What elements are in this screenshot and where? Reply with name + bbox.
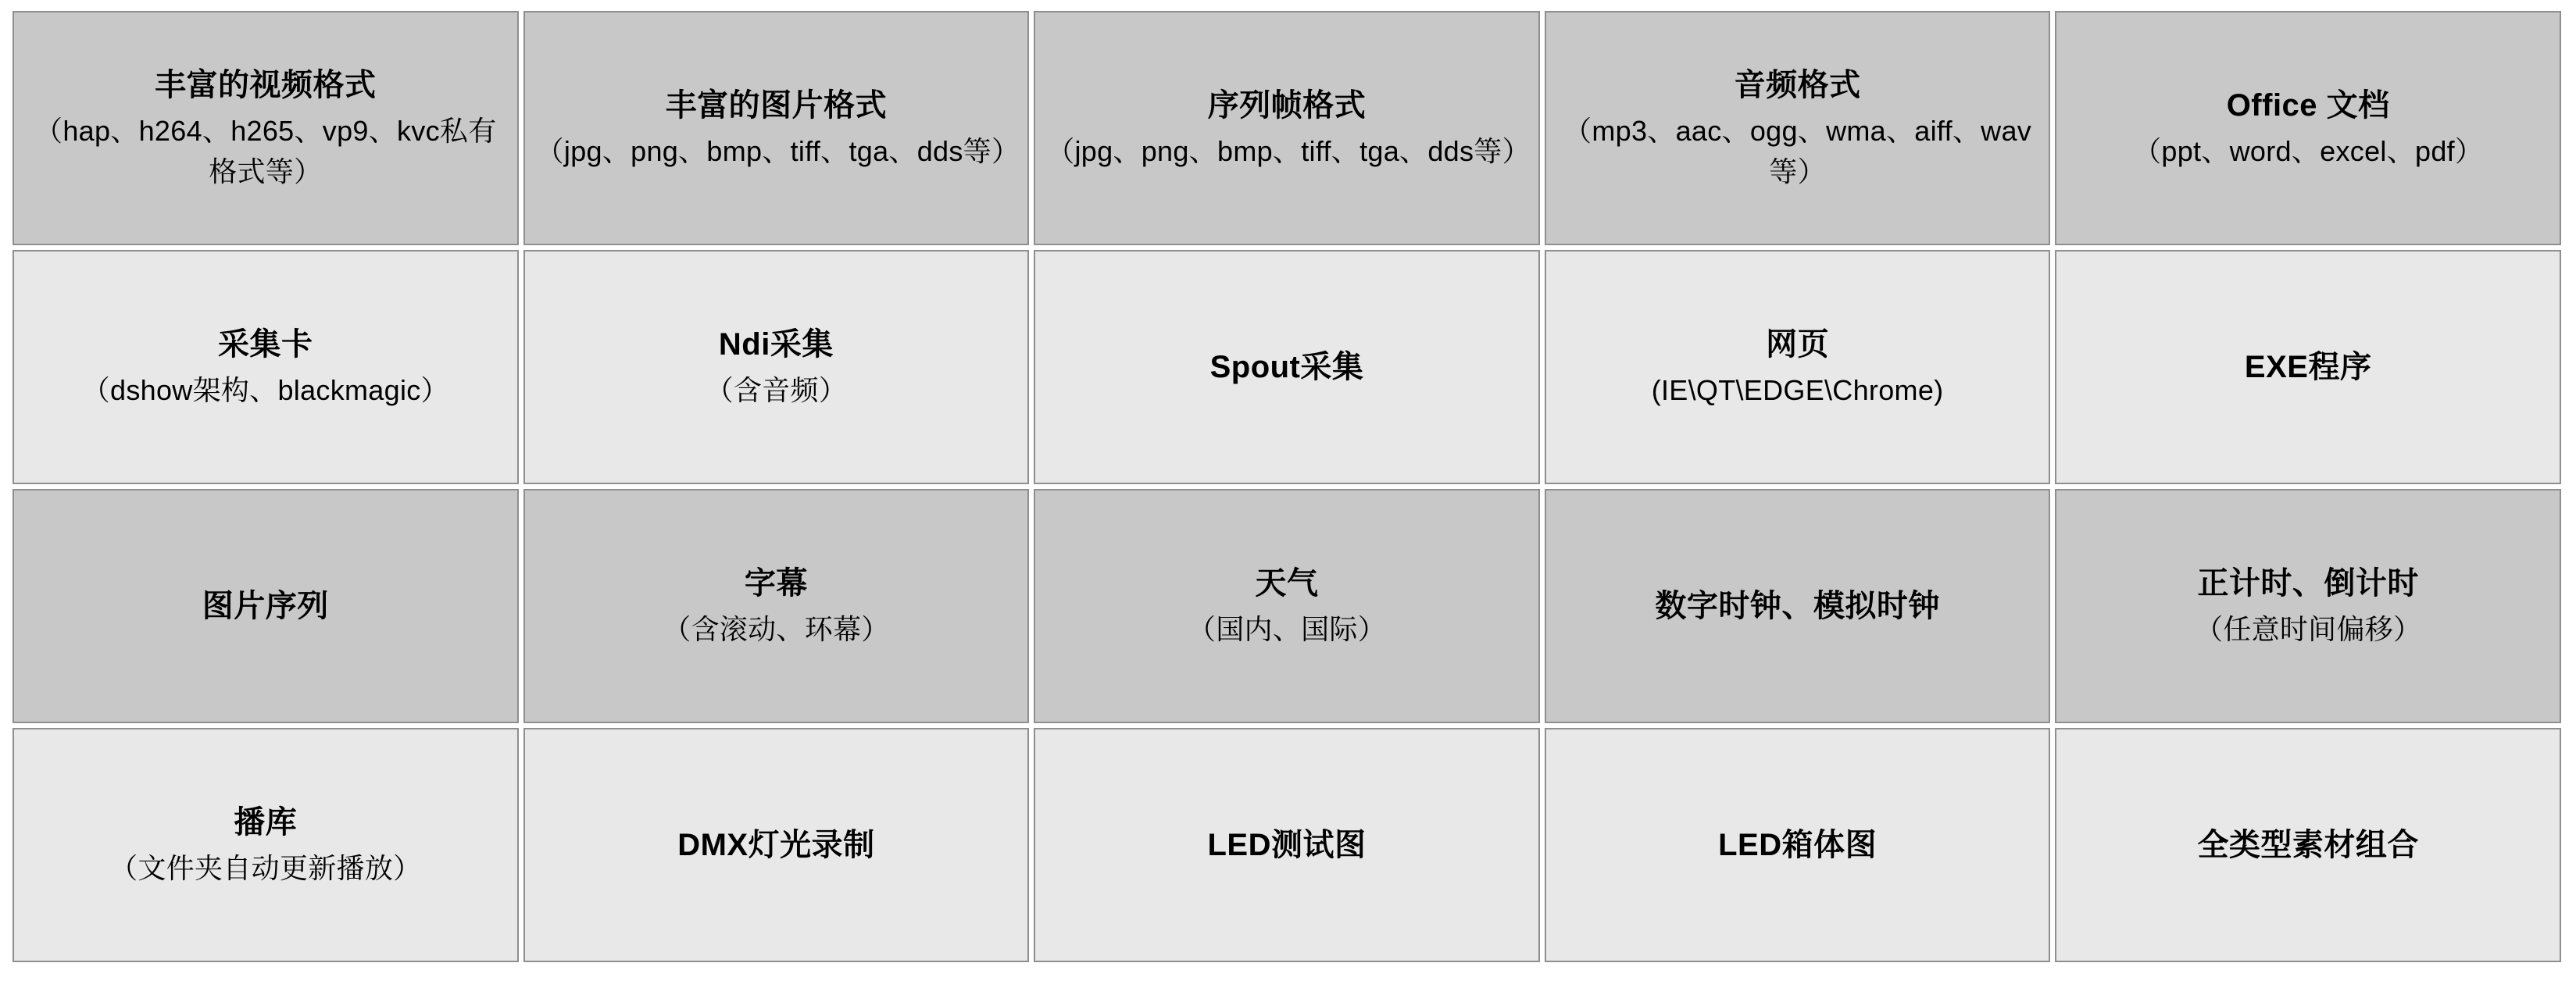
feature-cell: [523, 11, 1030, 245]
feature-cell: [1034, 489, 1540, 723]
feature-cell: [523, 250, 1030, 484]
feature-subtitle: （mp3、aac、ogg、wma、aiff、wav等）: [1563, 114, 2032, 187]
feature-cell: [1545, 11, 2051, 245]
feature-cell: [1545, 250, 2051, 484]
feature-title: Ndi采集: [718, 326, 834, 362]
feature-subtitle: （含音频）: [705, 373, 848, 406]
feature-title: 图片序列: [202, 589, 329, 623]
feature-cell: [2055, 489, 2561, 723]
feature-title: 网页: [1766, 326, 1830, 362]
feature-title: 丰富的视频格式: [155, 67, 377, 102]
feature-title: 序列帧格式: [1207, 87, 1367, 123]
feature-title: LED箱体图: [1718, 828, 1878, 862]
feature-subtitle: （国内、国际）: [1187, 612, 1387, 645]
feature-subtitle: （jpg、png、bmp、tiff、tga、dds等）: [1046, 134, 1531, 167]
feature-cell: [1034, 250, 1540, 484]
feature-matrix-table: [8, 6, 2566, 967]
feature-title: EXE程序: [2244, 350, 2372, 384]
feature-cell: [2055, 11, 2561, 245]
feature-subtitle: （dshow架构、blackmagic）: [81, 373, 449, 406]
table-row: [13, 250, 2561, 484]
feature-subtitle: （jpg、png、bmp、tiff、tga、dds等）: [535, 134, 1020, 167]
feature-cell: [1034, 728, 1540, 962]
feature-title: 丰富的图片格式: [665, 87, 888, 123]
table-row: [13, 728, 2561, 962]
table-body: [13, 11, 2561, 962]
feature-subtitle: （文件夹自动更新播放）: [109, 851, 422, 884]
feature-cell: [523, 489, 1030, 723]
feature-cell: [13, 728, 519, 962]
table-row: [13, 489, 2561, 723]
table-row: [13, 11, 2561, 245]
feature-title: 采集卡: [218, 326, 313, 362]
feature-title: 播库: [234, 804, 298, 840]
feature-cell: [523, 728, 1030, 962]
feature-cell: [2055, 728, 2561, 962]
feature-cell: [2055, 250, 2561, 484]
feature-cell: [13, 489, 519, 723]
feature-cell: [1034, 11, 1540, 245]
feature-title: 字幕: [744, 565, 808, 601]
feature-title: 数字时钟、模拟时钟: [1655, 589, 1940, 623]
feature-title: Office 文档: [2226, 87, 2390, 123]
feature-title: DMX灯光录制: [677, 828, 875, 862]
feature-title: 正计时、倒计时: [2197, 565, 2419, 601]
feature-title: 天气: [1255, 565, 1319, 601]
feature-subtitle: （任意时间偏移）: [2194, 612, 2422, 645]
feature-subtitle: (IE\QT\EDGE\Chrome): [1651, 373, 1944, 406]
feature-title: LED测试图: [1207, 828, 1367, 862]
feature-cell: [13, 250, 519, 484]
feature-cell: [1545, 489, 2051, 723]
feature-title: 全类型素材组合: [2197, 828, 2419, 862]
feature-title: 音频格式: [1734, 67, 1861, 102]
feature-subtitle: （含滚动、环幕）: [663, 612, 890, 645]
feature-title: Spout采集: [1209, 350, 1364, 384]
feature-subtitle: （hap、h264、h265、vp9、kvc私有格式等）: [34, 114, 497, 187]
feature-subtitle: （ppt、word、excel、pdf）: [2133, 134, 2484, 167]
feature-cell: [13, 11, 519, 245]
feature-cell: [1545, 728, 2051, 962]
